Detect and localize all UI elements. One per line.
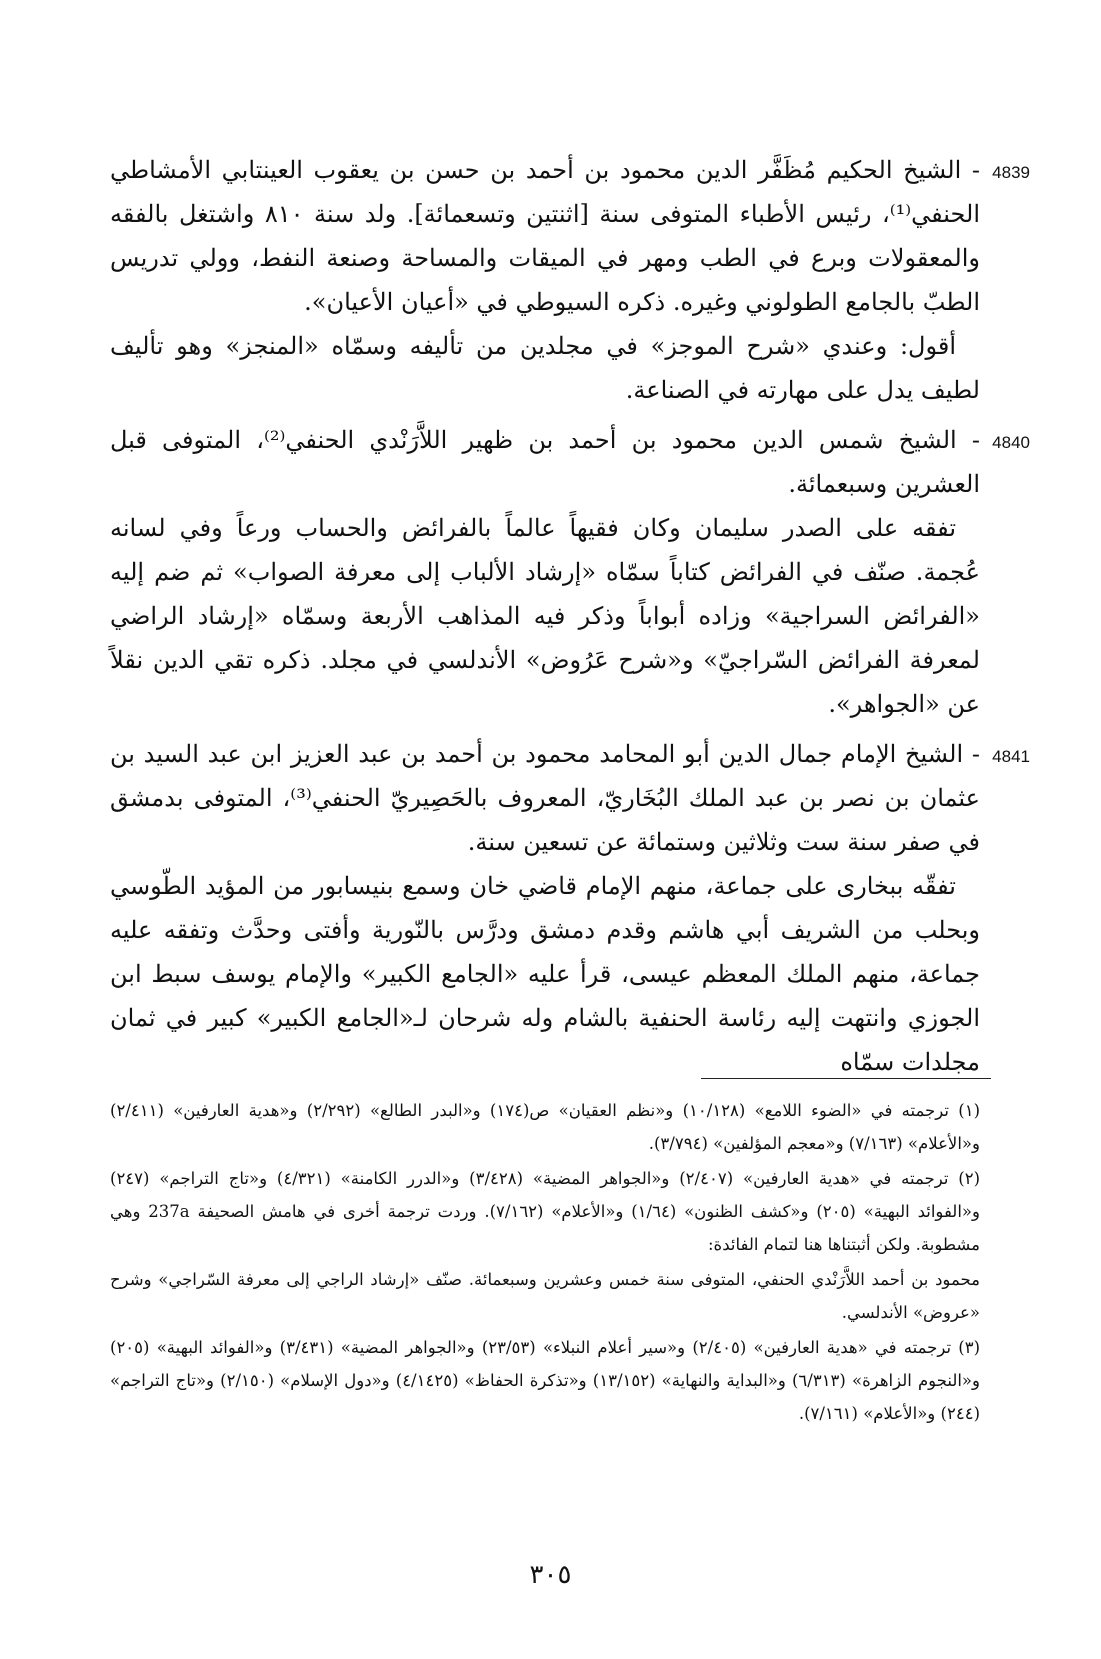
entry-paragraph: تفقّه ببخارى على جماعة، منهم الإمام قاضي خان وسمع بنيسابور من المؤيد الطّوسي وبحلب من الشريف أبي هاشم وقدم دمشق ودرَّس بالنّورية وأفتى وحدَّث وتفقه عليه جماعة، منهم الملك المعظم عيسى، قرأ عليه «الجامع الكبير» والإمام يوسف سبط ابن الجوزي وانتهت إليه رئاسة الحنفية بالشام وله شرحان لـ«الجامع الكبير» كبير في ثمان مجلدات سمّاه — [110, 872, 980, 1076]
footnote-2-extra: محمود بن أحمد اللاَّرَنْدي الحنفي، المتوفى سنة خمس وعشرين وسبعمائة. صنّف «إرشاد الراجي إلى معرفة السّراجي» وشرح «عروض» الأندلسي. — [110, 1270, 980, 1322]
footnote-3: (٣) ترجمته في «هدية العارفين» (٢/٤٠٥) و«سير أعلام النبلاء» (٢٣/٥٣) و«الجواهر المضية» (٣/٤٣١) و«الفوائد البهية» (٢٠٥) و«النجوم الزاهرة» (٦/٣١٣) و«البداية والنهاية» (١٣/١٥٢) و«تذكرة الحفاظ» (٤/١٤٢٥) و«دول الإسلام» (٢/١٥٠) و«تاج التراجم» (٢٤٤) و«الأعلام» (٧/١٦١). — [110, 1338, 981, 1423]
entry-number: 4840 — [992, 433, 1030, 452]
entry-4841 — [110, 732, 1030, 1084]
footnotes — [110, 1094, 980, 1432]
entry-number: 4841 — [992, 747, 1030, 766]
entry-heading — [110, 732, 1030, 864]
entry-paragraph: أقول: وعندي «شرح الموجز» في مجلدين من تأليفه وسمّاه «المنجز» وهو تأليف لطيف يدل على مهارته في الصناعة. — [110, 332, 980, 404]
footnote-2: (٢) ترجمته في «هدية العارفين» (٢/٤٠٧) و«الجواهر المضية» (٣/٤٢٨) و«الدرر الكامنة» (٤/٣٢١) و«تاج التراجم» (٢٤٧) و«الفوائد البهية» (٢٠٥) و«كشف الظنون» (١/٦٤) و«الأعلام» (٧/١٦٢). وردت ترجمة أخرى في هامش الصحيفة 237a وهي مشطوبة. ولكن أثبتناها هنا لتمام الفائدة: — [110, 1169, 981, 1254]
footnote-1: (١) ترجمته في «الضوء اللامع» (١٠/١٢٨) و«نظم العقيان» ص(١٧٤) و«البدر الطالع» (٢/٢٩٢) و«هدية العارفين» (٢/٤١١) و«الأعلام» (٧/١٦٣) و«معجم المؤلفين» (٣/٧٩٤). — [110, 1101, 980, 1153]
footnote-divider — [701, 1078, 991, 1079]
entry-heading-text: - الشيخ الحكيم مُظَفَّر الدين محمود بن أحمد بن حسن بن يعقوب العينتابي الأمشاطي الحنفي⁽¹⁾، رئيس الأطباء المتوفى سنة [اثنتين وتسعمائة]. ولد سنة ٨١٠ واشتغل بالفقه والمعقولات وبرع في الطب ومهر في الميقات والمساحة وصنعة النفط، وولي تدريس الطبّ بالجامع الطولوني وغيره. ذكره السيوطي في «أعيان الأعيان». — [110, 156, 981, 316]
entry-heading-text: - الشيخ شمس الدين محمود بن أحمد بن ظهير اللاَّرَنْدي الحنفي⁽²⁾، المتوفى قبل العشرين وسبعمائة. — [110, 426, 981, 498]
entry-4840 — [110, 418, 1030, 726]
entry-4839 — [110, 148, 1030, 412]
page-number: ٣٠٥ — [529, 1560, 572, 1590]
entry-heading — [110, 148, 1030, 324]
entry-heading — [110, 418, 1030, 506]
entry-number: 4839 — [992, 163, 1030, 182]
entry-heading-text: - الشيخ الإمام جمال الدين أبو المحامد محمود بن أحمد بن عبد العزيز ابن عبد السيد بن عثمان بن نصر بن عبد الملك البُخَاريّ، المعروف بالحَصِيريّ الحنفي⁽³⁾، المتوفى بدمشق في صفر سنة ست وثلاثين وستمائة عن تسعين سنة. — [110, 740, 980, 856]
main-text — [110, 148, 1030, 1090]
entry-paragraph: تفقه على الصدر سليمان وكان فقيهاً عالماً بالفرائض والحساب ورعاً وفي لسانه عُجمة. صنّف في الفرائض كتاباً سمّاه «إرشاد الألباب إلى معرفة الصواب» ثم ضم إليه «الفرائض السراجية» وزاده أبواباً وذكر فيه المذاهب الأربعة وسمّاه «إرشاد الراضي لمعرفة الفرائض السّراجيّ» و«شرح عَرُوض» الأندلسي في مجلد. ذكره تقي الدين نقلاً عن «الجواهر». — [110, 514, 980, 718]
